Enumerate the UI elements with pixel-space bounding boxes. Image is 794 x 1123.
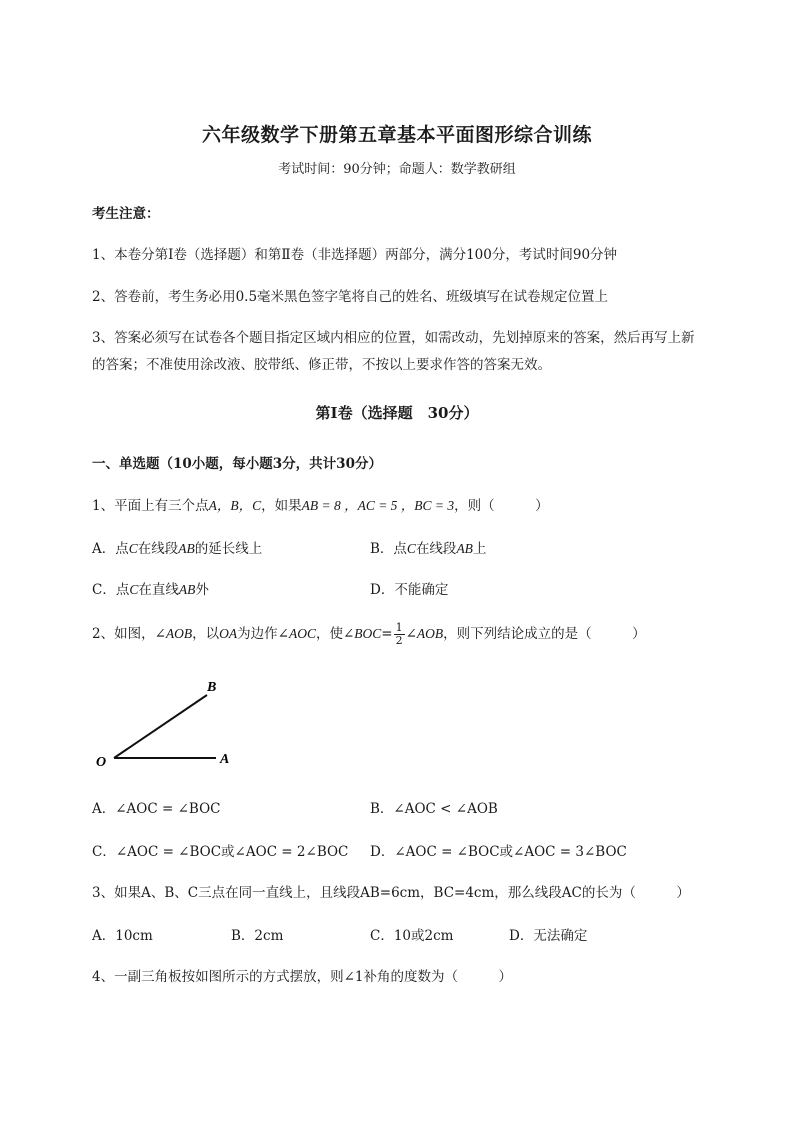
q3-option-b[interactable]: B．2cm — [231, 928, 284, 944]
q2-aoc: AOC — [288, 626, 316, 641]
section-title: 第I卷（选择题 30分） — [315, 404, 479, 422]
q1-a-mid: 在线段 — [137, 541, 179, 557]
ray-ob — [114, 695, 207, 758]
question-1 — [92, 494, 549, 514]
q3-option-d[interactable]: D．无法确定 — [509, 928, 588, 944]
exam-info: 考试时间：90分钟；命题人：数学教研组 — [278, 162, 516, 177]
notice-item-2: 2、答卷前，考生务必用0.5毫米黑色签字笔将自己的姓名、班级填写在试卷规定位置上 — [92, 289, 609, 305]
notice-item-3-cont: 的答案；不准使用涂改液、胶带纸、修正带，不按以上要求作答的答案无效。 — [92, 357, 551, 373]
q1-a-ab: AB — [178, 541, 195, 556]
q2-aob: AOB — [165, 626, 193, 641]
q1-c-ab: AB — [178, 582, 196, 597]
q2-boc: BOC — [354, 626, 382, 641]
q1-option-a[interactable] — [92, 537, 262, 557]
q3-option-c[interactable]: C．10或2cm — [370, 928, 454, 944]
label-a: A — [220, 752, 230, 767]
q1-a-end: 的延长线上 — [194, 541, 263, 557]
q1-pre: 1、平面上有三个点 — [92, 498, 209, 514]
q2-mid3: ，使∠ — [315, 626, 355, 642]
angle-figure — [92, 672, 252, 782]
q1-a-c: C — [128, 541, 138, 556]
part-title: 一、单选题（10小题，每小题3分，共计30分） — [92, 456, 382, 472]
q1-cond: AB = 8 ，AC = 5 ，BC = 3 — [301, 498, 455, 513]
q2-frac-den: 2 — [395, 634, 403, 647]
q1-b-pre: B．点 — [370, 541, 407, 557]
q2-end: ，则下列结论成立的是（ ） — [443, 626, 646, 642]
q2-option-b[interactable]: B．∠AOC < ∠AOB — [370, 801, 498, 817]
q1-c-end: 外 — [195, 582, 209, 598]
notice-item-1: 1、本卷分第I卷（选择题）和第Ⅱ卷（非选择题）两部分，满分100分，考试时间90分钟 — [92, 247, 618, 263]
q1-vars: A，B，C — [208, 498, 262, 513]
q2-option-a[interactable]: A．∠AOC = ∠BOC — [92, 801, 221, 817]
q2-oa: OA — [219, 626, 238, 641]
q1-b-end: 上 — [472, 541, 487, 557]
q2-mid1: ，以 — [192, 626, 220, 642]
q2-mid4: ∠ — [405, 626, 417, 642]
q1-option-d[interactable]: D．不能确定 — [370, 582, 449, 598]
q2-fraction — [394, 622, 405, 647]
q1-b-ab: AB — [456, 541, 473, 556]
q1-c-mid: 在直线 — [138, 582, 179, 598]
q2-pre: 2、如图，∠ — [92, 626, 166, 642]
q2-aob2: AOB — [416, 626, 444, 641]
q1-end: ，则（ ） — [454, 498, 549, 514]
q2-eq: = — [381, 626, 393, 642]
notice-heading: 考生注意： — [92, 206, 160, 222]
q1-b-c: C — [406, 541, 416, 556]
q1-b-mid: 在线段 — [415, 541, 457, 557]
question-4: 4、一副三角板按如图所示的方式摆放，则∠1补角的度数为（ ） — [92, 969, 512, 985]
q1-mid: ，如果 — [261, 498, 302, 514]
page-title: 六年级数学下册第五章基本平面图形综合训练 — [201, 124, 592, 146]
q2-option-d[interactable]: D．∠AOC = ∠BOC或∠AOC = 3∠BOC — [370, 844, 627, 860]
label-o: O — [96, 755, 107, 770]
q2-option-c[interactable]: C．∠AOC = ∠BOC或∠AOC = 2∠BOC — [92, 844, 349, 860]
notice-item-3: 3、答案必须写在试卷各个题目指定区域内相应的位置，如需改动，先划掉原来的答案，然后再写上新 — [92, 330, 695, 346]
question-2 — [92, 622, 646, 647]
q2-mid2: 为边作∠ — [237, 626, 289, 642]
q1-option-c[interactable] — [92, 578, 209, 598]
q1-a-pre: A．点 — [92, 541, 129, 557]
label-b: B — [207, 680, 217, 695]
q1-option-b[interactable] — [370, 537, 486, 557]
q3-option-a[interactable]: A．10cm — [92, 928, 153, 944]
q1-c-c: C — [129, 582, 139, 597]
q1-c-pre: C．点 — [92, 582, 130, 598]
q2-frac-num: 1 — [395, 621, 403, 634]
question-3: 3、如果A、B、C三点在同一直线上，且线段AB=6cm，BC=4cm，那么线段AC的长为（ ） — [92, 885, 690, 901]
